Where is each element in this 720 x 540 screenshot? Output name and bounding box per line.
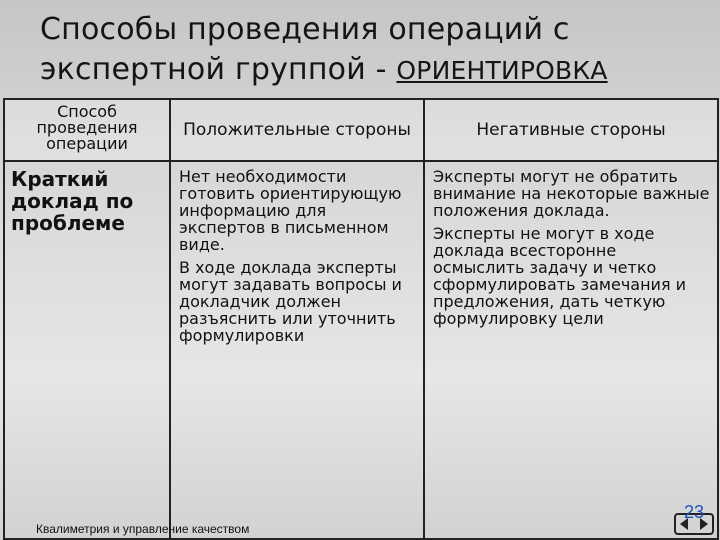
header-method: Способ проведения операции: [4, 99, 170, 161]
negative-item: Эксперты могут не обратить внимание на некоторые важные положения доклада.: [433, 167, 710, 220]
negative-item: Эксперты не могут в ходе доклада всесторонне осмыслить задачу и четко сформулировать замечания и предложения, дать четкую формулировку цели: [433, 224, 687, 328]
positive-cell: [170, 161, 424, 539]
header-negative: Негативные стороны: [424, 99, 718, 161]
page-number: 23: [683, 502, 705, 522]
title-main: Способы проведения операций с экспертной группой -: [40, 12, 570, 87]
negative-cell: [424, 161, 718, 539]
slide-title: [40, 10, 710, 91]
header-positive: Положительные стороны: [170, 99, 424, 161]
comparison-table: [3, 98, 719, 540]
slide-navigation-icon[interactable]: [674, 502, 714, 536]
positive-item: В ходе доклада эксперты могут задавать вопросы и докладчик должен разъяснить или уточнить формулировки: [179, 258, 402, 345]
title-emphasis: ОРИЕНТИРОВКА: [396, 56, 608, 85]
positive-item: Нет необходимости готовить ориентирующую информацию для экспертов в письменном виде.: [179, 167, 402, 254]
title-area: [0, 0, 720, 98]
footer-text: Квалиметрия и управление качеством: [36, 522, 250, 536]
method-cell: Краткий доклад по проблеме: [4, 161, 170, 539]
table-row: [4, 161, 718, 539]
table-header-row: [4, 99, 718, 161]
